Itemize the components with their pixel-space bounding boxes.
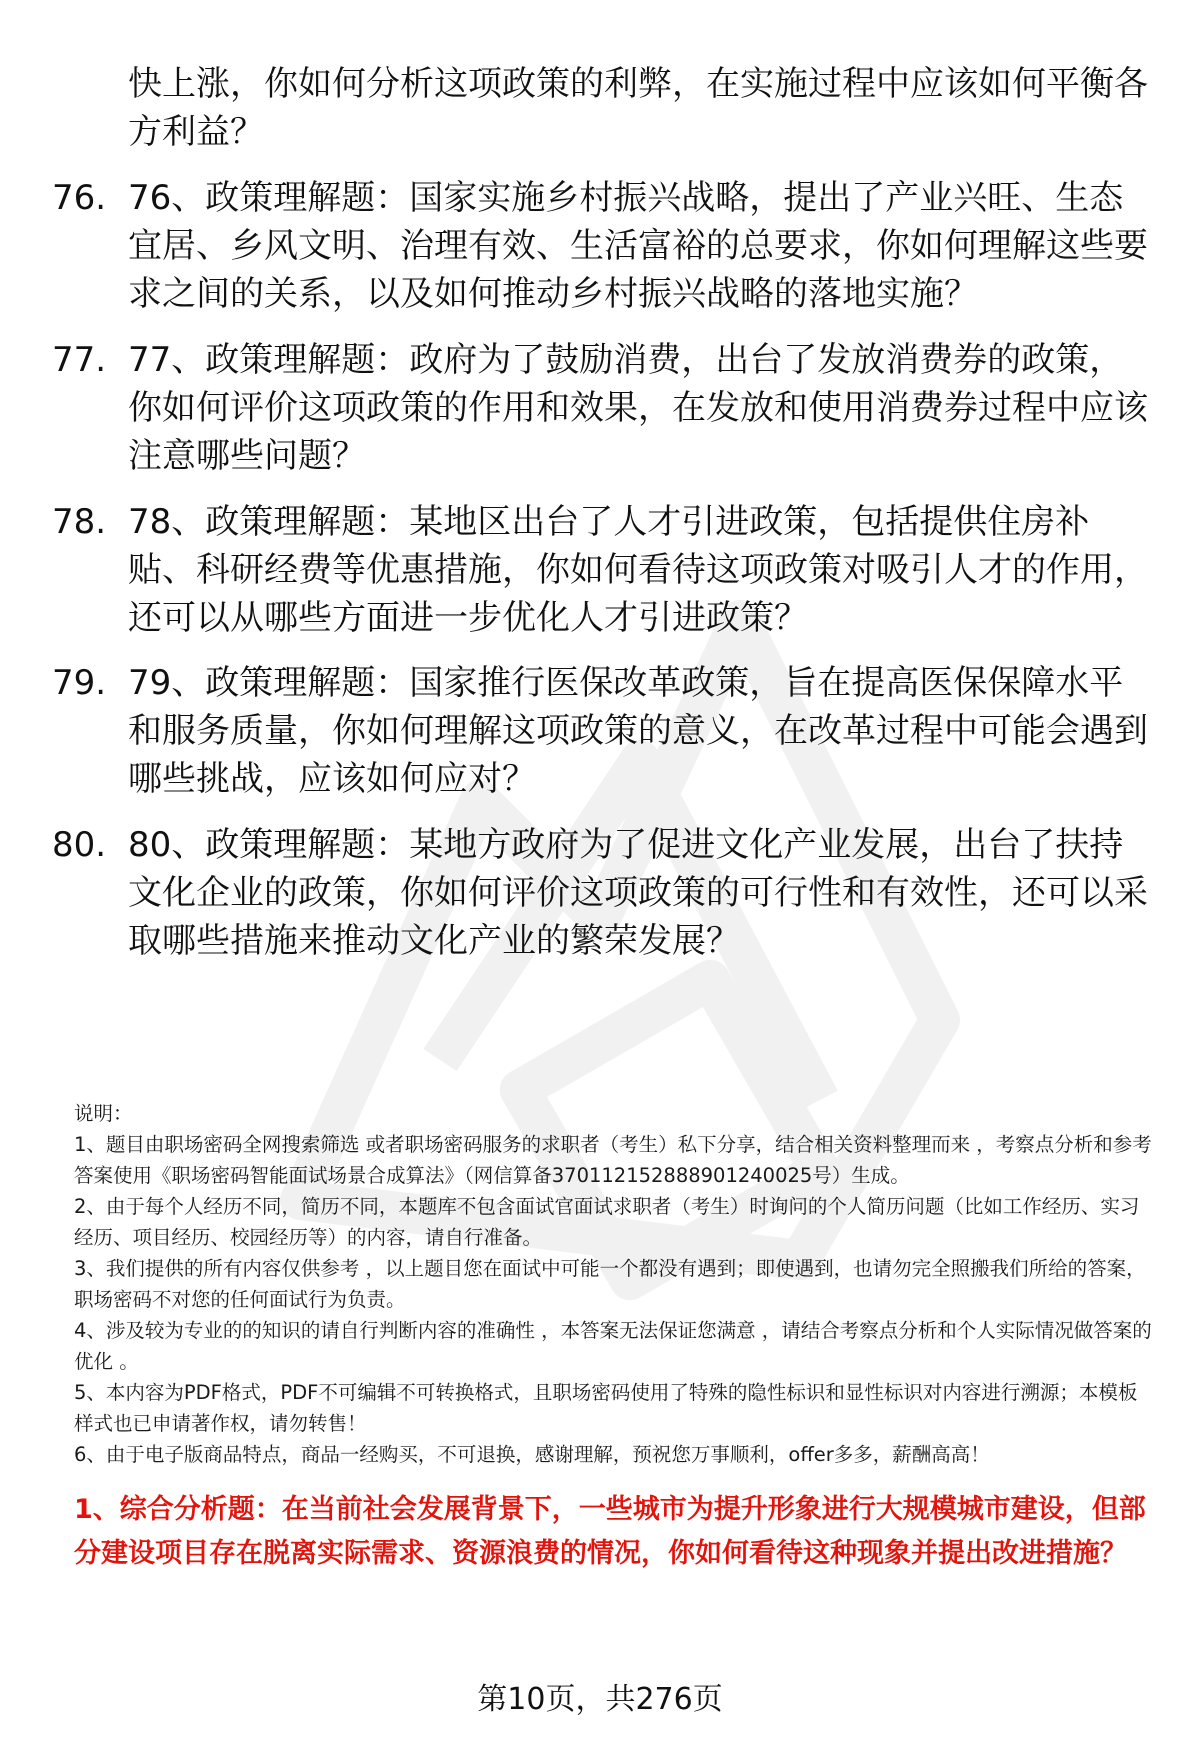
note-item: 1、题目由职场密码全网搜索筛选 或者职场密码服务的求职者（考生）私下分享，结合相关资料整理而来 ，考察点分析和参考答案使用《职场密码智能面试场景合成算法》（网信算备370112152888901240025号）生成。: [74, 1133, 1152, 1187]
question-text: 76、政策理解题：国家实施乡村振兴战略，提出了产业兴旺、生态宜居、乡风文明、治理有效、生活富裕的总要求，你如何理解这些要求之间的关系，以及如何推动乡村振兴战略的落地实施？: [128, 178, 1148, 314]
notes-heading: 说明：: [74, 1102, 133, 1125]
question-number: 80.: [52, 825, 107, 865]
question-text: 79、政策理解题：国家推行医保改革政策，旨在提高医保保障水平和服务质量，你如何理解这项政策的意义，在改革过程中可能会遇到哪些挑战，应该如何应对？: [128, 663, 1148, 799]
question-text: 80、政策理解题：某地方政府为了促进文化产业发展，出台了扶持文化企业的政策，你如何评价这项政策的可行性和有效性，还可以采取哪些措施来推动文化产业的繁荣发展？: [128, 825, 1148, 961]
note-item: 3、我们提供的所有内容仅供参考 ，以上题目您在面试中可能一个都没有遇到；即使遇到，也请勿完全照搬我们所给的答案，职场密码不对您的任何面试行为负责。: [74, 1257, 1146, 1311]
highlight-question: 1、综合分析题：在当前社会发展背景下，一些城市为提升形象进行大规模城市建设，但部分建设项目存在脱离实际需求、资源浪费的情况，你如何看待这种现象并提出改进措施？: [74, 1494, 1146, 1569]
question-76: [52, 174, 1152, 318]
question-78: [52, 498, 1152, 642]
note-item: 2、由于每个人经历不同，简历不同，本题库不包含面试官面试求职者（考生）时询问的个人简历问题（比如工作经历、实习经历、项目经历、校园经历等）的内容，请自行准备。: [74, 1195, 1140, 1249]
question-77: [52, 336, 1152, 480]
note-item: 5、本内容为PDF格式，PDF不可编辑不可转换格式，且职场密码使用了特殊的隐性标识和显性标识对内容进行溯源；本模板样式也已申请著作权，请勿转售！: [74, 1381, 1138, 1435]
previous-question-continuation: 快上涨，你如何分析这项政策的利弊，在实施过程中应该如何平衡各方利益？: [128, 64, 1148, 152]
question-number: 79.: [52, 663, 107, 703]
question-79: [52, 659, 1152, 803]
note-item: 4、涉及较为专业的的知识的请自行判断内容的准确性 ，本答案无法保证您满意 ，请结合考察点分析和个人实际情况做答案的优化 。: [74, 1319, 1152, 1373]
question-number: 78.: [52, 502, 107, 542]
question-80: [52, 821, 1152, 965]
question-number: 77.: [52, 340, 107, 380]
question-text: 78、政策理解题：某地区出台了人才引进政策，包括提供住房补贴、科研经费等优惠措施，你如何看待这项政策对吸引人才的作用，还可以从哪些方面进一步优化人才引进政策？: [128, 502, 1148, 638]
question-text: 77、政策理解题：政府为了鼓励消费，出台了发放消费券的政策，你如何评价这项政策的作用和效果，在发放和使用消费券过程中应该注意哪些问题？: [128, 340, 1148, 476]
question-number: 76.: [52, 178, 107, 218]
note-item: 6、由于电子版商品特点，商品一经购买，不可退换，感谢理解，预祝您万事顺利，offer多多，薪酬高高！: [74, 1443, 990, 1466]
disclaimer-notes: [74, 1098, 1154, 1470]
page-number-footer: 第10页，共276页: [477, 1682, 723, 1717]
